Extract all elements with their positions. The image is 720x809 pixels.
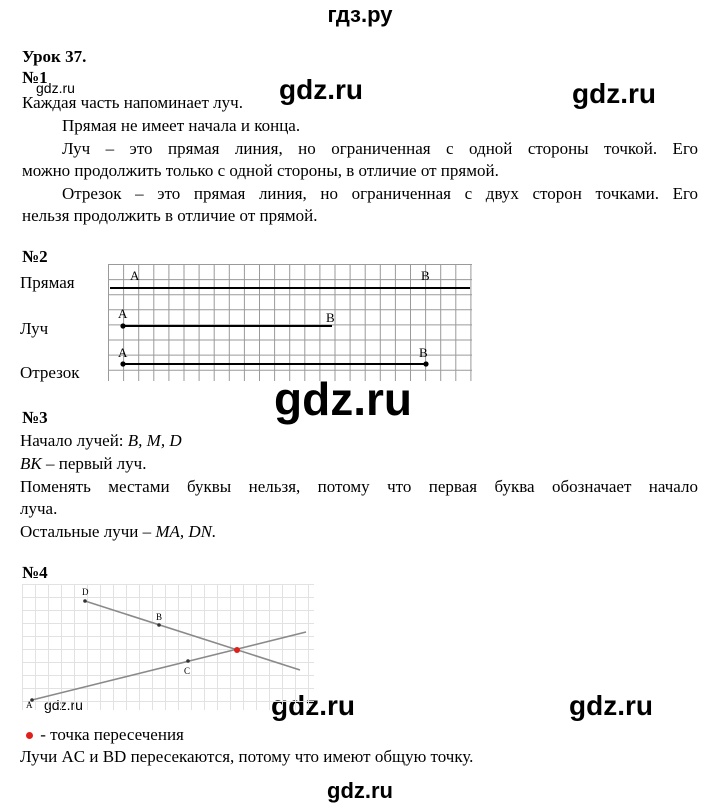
task-4-heading: №4	[22, 563, 48, 582]
task-3-line	[20, 521, 216, 542]
label-ray: Луч	[20, 319, 49, 338]
site-header: гдз.ру	[327, 2, 393, 27]
task-1-heading: №1	[22, 68, 48, 87]
watermark-center: gdz.ru	[274, 373, 412, 425]
ray-point-b-label: B	[326, 310, 335, 325]
other-rays-value: MA, DN.	[155, 522, 217, 541]
task-1-line: нельзя продолжить в отличие от прямой.	[22, 206, 318, 225]
legend	[22, 724, 184, 745]
watermark-small-top: gdz.ru	[36, 80, 75, 96]
line-point-a-label: A	[130, 268, 140, 283]
point-b	[157, 623, 161, 627]
point-d-label: D	[82, 587, 89, 597]
point-d	[83, 599, 87, 603]
task-3-line: Поменять местами буквы нельзя, потому что первая буква обозначает начало	[20, 477, 698, 496]
task-1-line: Прямая не имеет начала и конца.	[62, 116, 301, 135]
label-segment: Отрезок	[20, 363, 80, 382]
lesson-title: Урок 37.	[22, 47, 87, 66]
rays-start-value: B, M, D	[127, 431, 182, 450]
point-a-label: A	[26, 700, 33, 710]
watermark-top-center: gdz.ru	[279, 74, 363, 105]
segment-point-a	[120, 361, 125, 366]
legend-text: - точка пересечения	[36, 725, 184, 744]
label-line: Прямая	[20, 273, 75, 292]
task-3-line: луча.	[20, 499, 58, 518]
task-3-line	[20, 430, 182, 451]
task-1-line: Каждая часть напоминает луч.	[22, 93, 243, 112]
intersection-point	[234, 647, 240, 653]
task-1-line: можно продолжить только с одной стороны, в отличие от прямой.	[22, 161, 499, 180]
first-ray-name: BK	[20, 454, 42, 473]
other-rays-label: Остальные лучи –	[20, 522, 156, 541]
line-point-b-label: B	[421, 268, 430, 283]
watermark-bottom-right: gdz.ru	[569, 690, 653, 721]
rays-start-label: Начало лучей:	[20, 431, 128, 450]
segment-point-a-label: A	[118, 345, 128, 360]
point-c-label: C	[184, 666, 191, 676]
task-1-line: Отрезок – это прямая линия, но ограниченная с двух сторон точками. Его	[62, 184, 698, 203]
task-4-conclusion: Лучи AC и BD пересекаются, потому что имеют общую точку.	[20, 747, 474, 766]
task-3-line	[20, 453, 146, 474]
segment-point-b-label: B	[419, 345, 428, 360]
watermark-bottom-center: gdz.ru	[271, 690, 355, 721]
task-1-line: Луч – это прямая линия, но ограниченная с одной стороны точкой. Его	[62, 139, 698, 158]
point-c	[186, 659, 190, 663]
task-2-grid	[108, 264, 473, 382]
intersection-legend-dot	[26, 732, 33, 739]
ray-start-point	[120, 323, 125, 328]
segment-point-b	[423, 361, 428, 366]
task-4-diagram	[22, 584, 314, 710]
watermark-top-right: gdz.ru	[572, 78, 656, 109]
task-3-heading: №3	[22, 408, 48, 427]
site-footer: gdz.ru	[327, 778, 393, 803]
ray-ac	[32, 632, 306, 700]
point-b-label: B	[156, 612, 163, 622]
ray-point-a-label: A	[118, 306, 128, 321]
task-2-heading: №2	[22, 247, 48, 266]
first-ray-text: – первый луч.	[41, 454, 147, 473]
watermark-small-bottom: gdz.ru	[44, 697, 83, 713]
